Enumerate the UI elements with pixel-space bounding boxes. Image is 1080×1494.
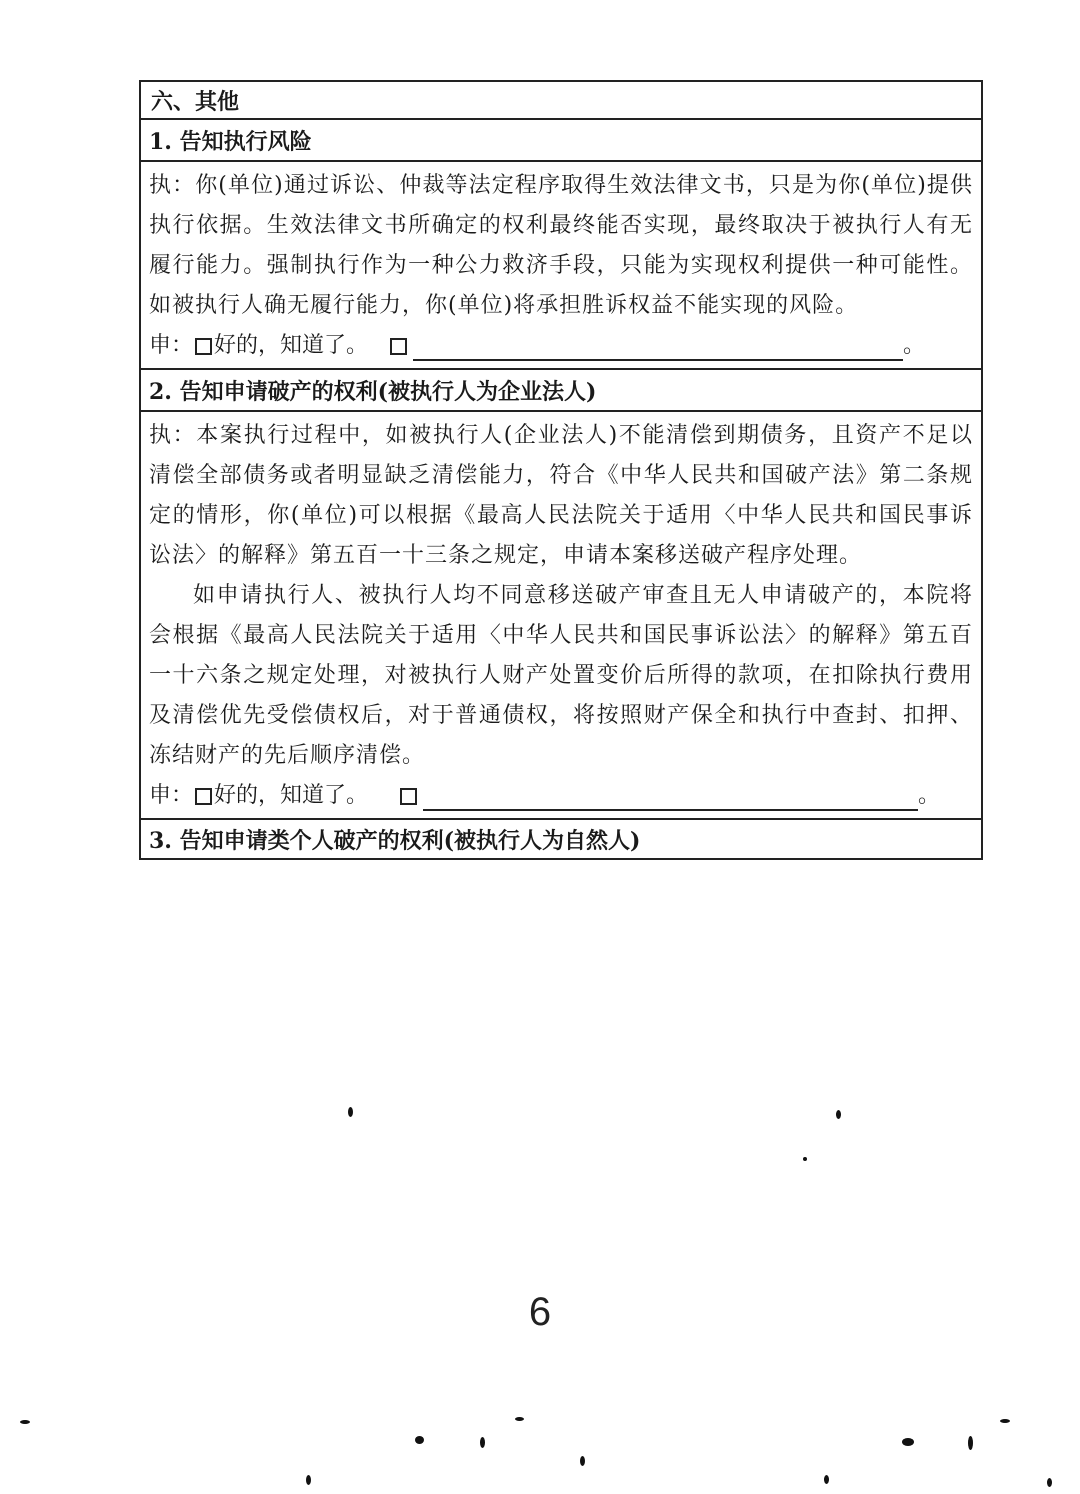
item-1-heading xyxy=(141,120,981,162)
item-1-paragraph: 执：你(单位)通过诉讼、仲裁等法定程序取得生效法律文书，只是为你(单位)提供执行依据。生效法律文书所确定的权利最终能否实现，最终取决于被执行人有无履行能力。强制执行作为一种公力救济手段，只能为实现权利提供一种可能性。如被执行人确无履行能力，你(单位)将承担胜诉权益不能实现的风险。 xyxy=(149,173,973,318)
item-2-paragraph-2: 如申请执行人、被执行人均不同意移送破产审查且无人申请破产的，本院将会根据《最高人民法院关于适用〈中华人民共和国民事诉讼法〉的解释》第五百一十六条之规定处理，对被执行人财产处置变价后所得的款项，在扣除执行费用及清偿优先受偿债权后，对于普通债权，将按照财产保全和执行中查封、扣押、冻结财产的先后顺序清偿。 xyxy=(149,583,973,768)
ack-end-mark: 。 xyxy=(918,783,941,808)
scan-speck xyxy=(480,1437,485,1448)
scan-speck xyxy=(836,1110,841,1119)
item-2-heading-text: 2. 告知申请破产的权利(被执行人为企业法人) xyxy=(149,378,597,405)
item-2-acknowledgement xyxy=(149,776,973,816)
ack-prefix: 申： xyxy=(149,783,194,808)
scan-speck xyxy=(515,1417,524,1421)
other-fill-in-line[interactable] xyxy=(413,331,903,361)
item-1-body xyxy=(141,162,981,370)
ack-checkbox[interactable] xyxy=(195,338,212,355)
scan-speck xyxy=(348,1107,353,1117)
scan-speck xyxy=(968,1436,973,1450)
scan-speck xyxy=(306,1475,311,1485)
scan-speck xyxy=(1047,1478,1052,1487)
ack-prefix: 申： xyxy=(149,333,194,358)
other-checkbox[interactable] xyxy=(400,788,417,805)
section-title xyxy=(141,82,981,120)
notice-form-table xyxy=(139,80,983,860)
scan-speck xyxy=(824,1475,829,1484)
item-3-heading-text: 3. 告知申请类个人破产的权利(被执行人为自然人) xyxy=(149,827,641,854)
scan-speck xyxy=(902,1438,914,1446)
item-2-heading xyxy=(141,370,981,412)
scan-speck xyxy=(1000,1419,1010,1423)
other-fill-in-line[interactable] xyxy=(423,781,918,811)
item-2-body xyxy=(141,412,981,820)
scan-speck xyxy=(20,1420,30,1424)
page-number: 6 xyxy=(528,1290,552,1334)
scan-speck xyxy=(803,1157,807,1161)
scan-speck xyxy=(415,1436,424,1444)
section-title-text: 六、其他 xyxy=(151,88,240,115)
other-checkbox[interactable] xyxy=(390,338,407,355)
item-2-paragraph-1: 执：本案执行过程中，如被执行人(企业法人)不能清偿到期债务，且资产不足以清偿全部债务或者明显缺乏清偿能力，符合《中华人民共和国破产法》第二条规定的情形，你(单位)可以根据《最高人民法院关于适用〈中华人民共和国民事诉讼法〉的解释》第五百一十三条之规定，申请本案移送破产程序处理。 xyxy=(149,423,973,568)
ack-option-label: 好的，知道了。 xyxy=(214,333,369,358)
item-1-heading-text: 1. 告知执行风险 xyxy=(149,128,312,155)
ack-checkbox[interactable] xyxy=(195,788,212,805)
ack-end-mark: 。 xyxy=(903,333,926,358)
ack-option-label: 好的，知道了。 xyxy=(214,783,369,808)
scan-speck xyxy=(580,1456,585,1466)
item-1-acknowledgement xyxy=(149,326,973,366)
item-3-heading xyxy=(141,820,981,858)
